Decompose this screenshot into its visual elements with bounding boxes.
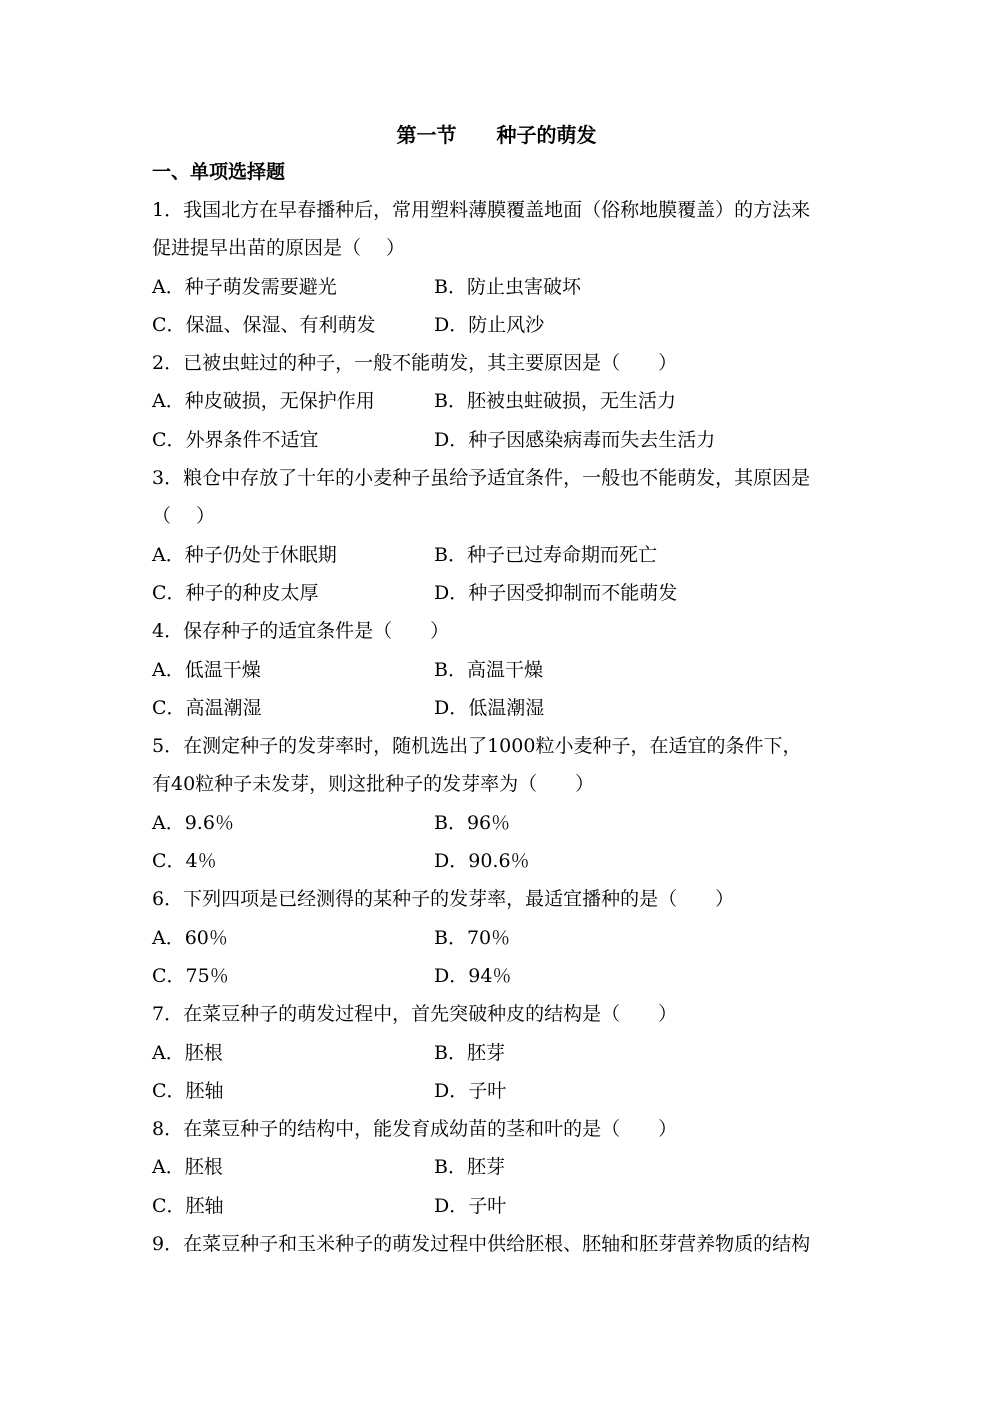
option-row xyxy=(152,1187,852,1225)
answer-option: C．种子的种皮太厚 xyxy=(152,581,319,604)
option-row xyxy=(152,919,852,957)
answer-option: B．胚芽 xyxy=(434,1041,505,1064)
answer-option: D．90.6％ xyxy=(434,850,530,873)
answer-option: B．种子已过寿命期而死亡 xyxy=(434,543,657,566)
answer-option: A．种子萌发需要避光 xyxy=(152,275,337,298)
question-text: 4．保存种子的适宜条件是（ ） xyxy=(152,620,450,643)
answer-option: B．96％ xyxy=(434,811,511,834)
question-text: 2．已被虫蛀过的种子，一般不能萌发，其主要原因是（ ） xyxy=(152,352,678,375)
answer-option: D．种子因感染病毒而失去生活力 xyxy=(434,428,716,451)
section-heading: 一、单项选择题 xyxy=(152,161,286,183)
option-row xyxy=(152,804,852,842)
option-row xyxy=(152,536,852,574)
answer-option: C．4％ xyxy=(152,850,217,873)
option-row xyxy=(152,574,852,612)
answer-option: A．60％ xyxy=(152,926,228,949)
answer-option: A．胚根 xyxy=(152,1156,223,1179)
question-6 xyxy=(152,880,852,995)
question-5 xyxy=(152,727,852,880)
answer-option: D．子叶 xyxy=(434,1079,507,1102)
answer-option: A．9.6％ xyxy=(152,811,234,834)
question-2 xyxy=(152,344,852,459)
question-text: 7．在菜豆种子的萌发过程中，首先突破种皮的结构是（ ） xyxy=(152,1003,678,1026)
option-row xyxy=(152,382,852,420)
question-9 xyxy=(152,1225,852,1263)
option-row xyxy=(152,1034,852,1072)
answer-option: D．94％ xyxy=(434,964,512,987)
question-text: 3．粮仓中存放了十年的小麦种子虽给予适宜条件，一般也不能萌发，其原因是 xyxy=(152,467,811,490)
question-3 xyxy=(152,459,852,612)
question-text: 8．在菜豆种子的结构中，能发育成幼苗的茎和叶的是（ ） xyxy=(152,1118,678,1141)
answer-option: C．外界条件不适宜 xyxy=(152,428,319,451)
answer-option: A．胚根 xyxy=(152,1041,223,1064)
answer-option: A．种子仍处于休眠期 xyxy=(152,543,337,566)
question-text: 5．在测定种子的发芽率时，随机选出了1000粒小麦种子，在适宜的条件下， xyxy=(152,735,802,758)
question-text: 6．下列四项是已经测得的某种子的发芽率，最适宜播种的是（ ） xyxy=(152,888,735,911)
answer-option: C．高温潮湿 xyxy=(152,696,262,719)
option-row xyxy=(152,421,852,459)
answer-option: B．防止虫害破坏 xyxy=(434,275,581,298)
answer-option: B．胚芽 xyxy=(434,1156,505,1179)
answer-option: D．低温潮湿 xyxy=(434,696,545,719)
answer-option: B．胚被虫蛀破损，无生活力 xyxy=(434,390,676,413)
answer-option: D．种子因受抑制而不能萌发 xyxy=(434,581,678,604)
question-7 xyxy=(152,995,852,1110)
question-text: 促进提早出苗的原因是（ ） xyxy=(152,237,406,260)
answer-option: A．低温干燥 xyxy=(152,658,261,681)
question-8 xyxy=(152,1110,852,1225)
answer-option: D．防止风沙 xyxy=(434,313,545,336)
answer-option: C．胚轴 xyxy=(152,1194,224,1217)
answer-option: B．高温干燥 xyxy=(434,658,543,681)
question-text: 1．我国北方在早春播种后，常用塑料薄膜覆盖地面（俗称地膜覆盖）的方法来 xyxy=(152,199,811,221)
answer-option: A．种皮破损，无保护作用 xyxy=(152,390,375,413)
option-row xyxy=(152,306,852,344)
question-4 xyxy=(152,612,852,727)
answer-option: B．70％ xyxy=(434,926,511,949)
option-row xyxy=(152,651,852,689)
answer-option: C．75％ xyxy=(152,964,229,987)
question-text: （ ） xyxy=(152,505,216,528)
question-text: 9．在菜豆种子和玉米种子的萌发过程中供给胚根、胚轴和胚芽营养物质的结构 xyxy=(152,1233,811,1256)
option-row xyxy=(152,1072,852,1110)
option-row xyxy=(152,957,852,995)
question-list xyxy=(152,191,852,1263)
answer-option: C．保温、保湿、有利萌发 xyxy=(152,313,376,336)
option-row xyxy=(152,689,852,727)
answer-option: D．子叶 xyxy=(434,1194,507,1217)
question-1 xyxy=(152,191,852,344)
option-row xyxy=(152,268,852,306)
question-text: 有40粒种子未发芽，则这批种子的发芽率为（ ） xyxy=(152,773,595,796)
option-row xyxy=(152,842,852,880)
option-row xyxy=(152,1148,852,1186)
page-title: 第一节 种子的萌发 xyxy=(396,123,597,147)
answer-option: C．胚轴 xyxy=(152,1079,224,1102)
